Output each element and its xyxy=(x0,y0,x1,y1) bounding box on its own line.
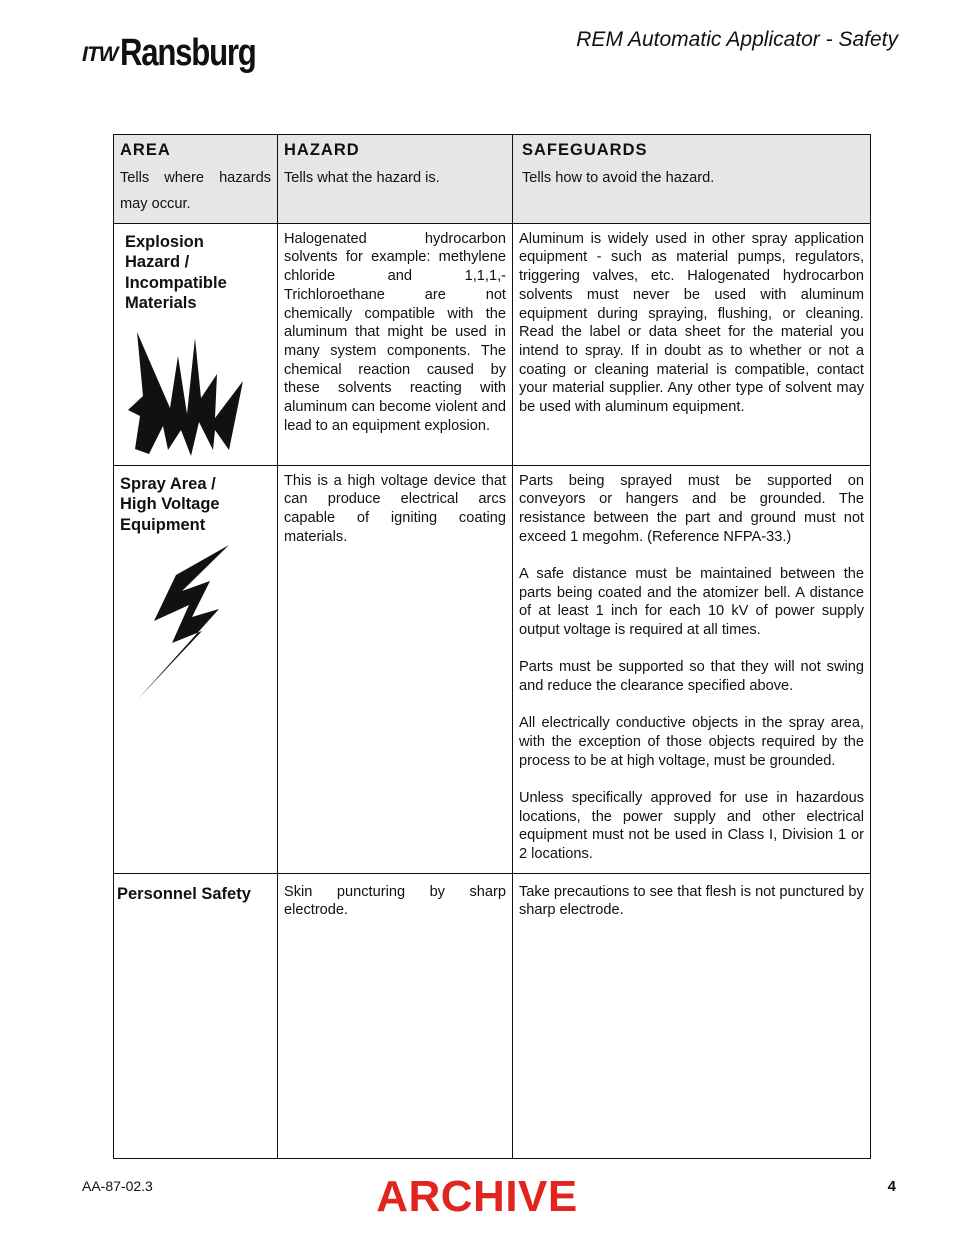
hazard-cell: Skin puncturing by sharp electrode. xyxy=(278,873,513,1158)
hazard-cell: This is a high voltage device that can produce electrical arcs capable of igniting coating materials. xyxy=(278,465,513,873)
safeguard-paragraph: Take precautions to see that flesh is not punctured by sharp electrode. xyxy=(519,883,864,919)
hazard-cell: Halogenated hydrocarbon solvents for example: methylene chloride and 1,1,1,-Trichloroethane are not chemically compatible with the aluminum that might be used in many system components. The chemical reaction caused by these solvents reacting with aluminum can become violent and lead to an equipment explosion. xyxy=(278,223,513,465)
safeguard-paragraph: Parts being sprayed must be supported on conveyors or hangers and be grounded. The resistance between the part and ground must not exceed 1 megohm. (Reference NFPA-33.) xyxy=(519,472,864,545)
safeguard-paragraph: All electrically conductive objects in the spray area, with the exception of those objects required by the process to be at high voltage, must be grounded. xyxy=(519,715,864,769)
safeguards-header-cell xyxy=(513,135,871,224)
safeguard-paragraph: A safe distance must be maintained between the parts being coated and the atomizer bell. A distance of at least 1 inch for each 10 kV of power supply output voltage is required at all times. xyxy=(519,566,864,639)
area-header-desc: Tells where hazards may occur. xyxy=(120,169,271,212)
hazard-header-desc: Tells what the hazard is. xyxy=(284,169,440,186)
hazard-header: HAZARD xyxy=(284,141,360,159)
safeguards-cell xyxy=(513,223,871,465)
safeguard-paragraph: Aluminum is widely used in other spray application equipment - such as material pumps, regulators, triggering valves, etc. Halogenated hydrocarbon solvents must never be used with aluminum equipment during spraying, flushing, or cleaning. Read the label or data sheet for the material you intend to spray. If in doubt as to whether or not a coating or cleaning material is compatible, contact your material supplier. Any other type of solvent may be used with aluminum equipment. xyxy=(519,230,864,416)
safeguards-header-desc: Tells how to avoid the hazard. xyxy=(522,169,715,186)
logo-itw: ITW xyxy=(82,43,118,66)
area-title: Spray Area / High Voltage Equipment xyxy=(120,474,220,534)
document-title: REM Automatic Applicator - Safety xyxy=(576,28,898,51)
area-cell xyxy=(114,223,278,465)
archive-stamp: ARCHIVE xyxy=(376,1172,578,1221)
area-title: Personnel Safety xyxy=(117,884,251,903)
safeguard-paragraph: Unless specifically approved for use in hazardous locations, the power supply and other electrical equipment must not be used in Class I, Division 1 or 2 locations. xyxy=(519,789,864,862)
area-cell xyxy=(114,873,278,1158)
table-row xyxy=(114,873,871,1158)
area-header-cell xyxy=(114,135,278,224)
safeguards-cell xyxy=(513,465,871,873)
table-row xyxy=(114,223,871,465)
document-code: AA-87-02.3 xyxy=(82,1178,153,1194)
safeguards-header: SAFEGUARDS xyxy=(522,141,648,159)
safeguards-cell xyxy=(513,873,871,1158)
area-cell xyxy=(114,465,278,873)
safeguard-paragraph: Parts must be supported so that they will not swing and reduce the clearance specified above. xyxy=(519,659,864,695)
itw-ransburg-logo xyxy=(82,22,286,72)
table-row xyxy=(114,465,871,873)
safety-table xyxy=(113,134,871,1159)
logo-brand: Ransburg xyxy=(120,32,257,74)
explosion-icon xyxy=(125,326,255,456)
area-header: AREA xyxy=(120,141,171,159)
page-number: 4 xyxy=(887,1178,896,1195)
table-header-row xyxy=(114,135,871,224)
hazard-header-cell xyxy=(278,135,513,224)
area-title: Explosion Hazard / Incompatible Materials xyxy=(125,232,227,313)
lightning-bolt-icon xyxy=(134,543,234,703)
